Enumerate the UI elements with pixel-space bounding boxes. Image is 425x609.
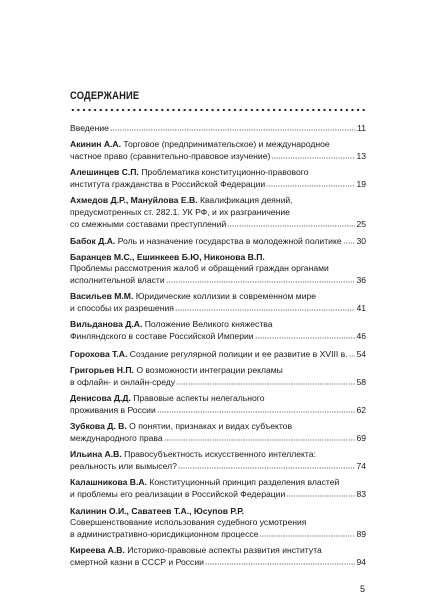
toc-entry-line [70,330,366,342]
dot-leader [349,348,356,357]
dot-leader [178,460,356,469]
toc-entry [70,122,366,134]
toc-entry-line [70,291,366,302]
toc-entry-page: 46 [356,331,366,342]
dot-leader [157,404,356,413]
dot-leader [110,122,356,131]
toc-entry-line [70,139,366,150]
toc-entry-line [70,477,366,488]
toc-entry-line [70,432,366,444]
toc-entry-title: Введение [70,123,109,133]
toc-entry [70,545,366,568]
toc-entry-title: Квалификация деяний, [197,195,293,206]
toc-entry-authors: Баранцев М.С., Ешинкеев Б.Ю, Никонова В.П. [70,251,265,262]
toc-entry-page: 30 [356,235,366,246]
toc-entry-line [70,319,366,330]
toc-entry-title: института гражданства в Российской Федерации [70,179,266,190]
toc-entry-title: смертной казни в СССР и России [70,556,204,567]
toc-entry-page: 25 [356,218,366,229]
toc-entry [70,195,366,229]
toc-entry-title: Правосубъектность искусственного интеллекта: [121,449,316,460]
toc-entry-title: Финляндского в составе Российской Империи [70,331,254,342]
dot-leader [227,218,355,227]
toc-entry-line [70,302,366,314]
toc-entry-title: Правовые аспекты нелегального [130,392,265,403]
toc-entry-line [70,365,366,376]
toc-entry-title: в административно-юрисдикционном процессе [70,528,259,539]
toc-entry [70,348,366,360]
toc-entry-title: Положение Великого княжества [142,319,273,330]
toc-entry-page: 36 [356,275,366,286]
toc-entry-line [70,195,366,206]
dot-leader [266,178,355,187]
toc-entry-line [70,488,366,500]
toc-entry-line [70,235,366,247]
toc-entry-title: Конституционный принцип разделения властей [146,477,340,488]
toc-entry-page: 62 [356,404,366,415]
toc-entry-title: со смежными составами преступлений [70,218,227,229]
toc-entry-line [70,167,366,178]
toc-entry-page: 89 [356,528,366,539]
dot-leader [175,302,356,311]
toc-entry-title: частное право (сравнительно-правовое изучение) [70,151,271,162]
toc-entry-title: и проблемы его реализации в Российской Федерации [70,489,286,500]
toc-entry-title: Проблематика конституционно-правового [138,167,309,178]
toc-entry-line [70,393,366,404]
toc-entry-authors: Калашникова В.А. [70,477,147,488]
toc-entry-authors: Калинин О.И., Саватеев Т.А., Юсупов Р.Р. [70,505,245,516]
toc-entry-line [70,178,366,190]
toc-entry-title: Создание регулярной полиции и ее развитие в XVIII в. [127,348,348,359]
toc-heading: СОДЕРЖАНИЕ [70,90,140,102]
toc-entry-line [70,207,366,218]
toc-entry-page: 54 [356,348,366,359]
dot-leader [205,556,356,565]
toc-entry-authors: Васильев М.М. [70,291,134,302]
toc-entry-line [70,150,366,162]
toc-entry-title: Торговое (предпринимательское) и международное [121,139,330,150]
toc-entry [70,506,366,540]
dot-leader [176,376,355,385]
toc-entry-title: в офлайн- и онлайн-среду [70,376,176,387]
toc-entry-title: Юридические коллизии в современном мире [133,291,317,302]
toc-entry [70,235,366,247]
toc-entry-page: 11 [357,123,366,133]
toc-entry-authors: Вильданова Д.А. [70,319,143,330]
toc-entry-authors: Акинин А.А. [70,139,122,150]
toc-entry-page: 94 [356,556,366,567]
toc-entry-page: 83 [356,489,366,500]
toc-entry-line [70,263,366,274]
toc-entry-line [70,517,366,528]
toc-entry-title: Роль и назначение государства в молодежной политике [115,235,342,246]
toc-entry-title: О возможности интеграции рекламы [133,364,283,375]
toc-entry [70,393,366,416]
toc-entry [70,167,366,190]
toc-entry-title: исполнительной власти [70,275,165,286]
toc-entry [70,139,366,162]
toc-entry-line [70,528,366,540]
toc-entry-line [70,376,366,388]
toc-entry-authors: Алешинцев С.П. [70,167,139,178]
toc-entry [70,252,366,286]
page-number: 5 [360,584,366,594]
dotted-divider [70,108,366,112]
toc-entry [70,477,366,500]
toc-entry-line [70,421,366,432]
toc-entry-title: проживания в России [70,404,156,415]
dot-leader [259,528,355,537]
toc-entry-page: 41 [356,303,366,314]
toc-entry-line [70,348,366,360]
toc-entry-title: и способы их разрешения [70,303,174,314]
toc-entry-page: 19 [356,179,366,190]
toc-entry-line [70,506,366,517]
toc-entry-title: международного права [70,433,163,444]
toc-entry-authors: Киреева А.В. [70,544,125,555]
toc-entry-title: Историко-правовые аспекты развития института [124,544,322,555]
toc-entry [70,365,366,388]
dot-leader [164,432,356,441]
toc-entry-authors: Григорьев Н.П. [70,364,134,375]
toc-entry-title: Совершенствование использования судебного усмотрения [70,516,307,527]
toc-entry-line [70,460,366,472]
toc-entry-title: предусмотренных ст. 282.1. УК РФ, и их разграничение [70,206,290,217]
toc-entry-title: Проблемы рассмотрения жалоб и обращений граждан органами [70,262,329,273]
toc-entry-line [70,545,366,556]
dot-leader [271,150,355,159]
dot-leader [343,235,356,244]
toc-entry-title: реальность или вымысел? [70,461,177,472]
toc-entry [70,421,366,444]
toc-entry [70,319,366,342]
toc-entry-line [70,218,366,230]
toc-entry-authors: Зубкова Д. В. [70,420,127,431]
toc-entry-authors: Денисова Д.Д. [70,392,131,403]
toc-entry-page: 58 [356,376,366,387]
dot-leader [255,330,356,339]
dot-leader [166,274,356,283]
toc-entry-line [70,449,366,460]
toc-entry-authors: Бабок Д.А. [70,235,116,246]
toc-entry-page: 74 [356,461,366,472]
toc-entry-line [70,252,366,263]
toc-entry [70,449,366,472]
toc-entry [70,291,366,314]
toc-entry-line [70,556,366,568]
toc-entry-page: 13 [356,151,366,162]
toc-entry-line [70,404,366,416]
toc-entry-authors: Ахмедов Д.Р., Мануйлова Е.В. [70,195,198,206]
toc-entry-title: О понятии, признаках и видах субъектов [126,420,293,431]
toc-entry-line [70,274,366,286]
toc-entry-line [70,122,366,134]
table-of-contents [70,122,366,573]
toc-entry-authors: Ильина А.В. [70,449,122,460]
toc-entry-page: 69 [356,433,366,444]
dot-leader [286,488,355,497]
toc-entry-authors: Горохова Т.А. [70,348,128,359]
